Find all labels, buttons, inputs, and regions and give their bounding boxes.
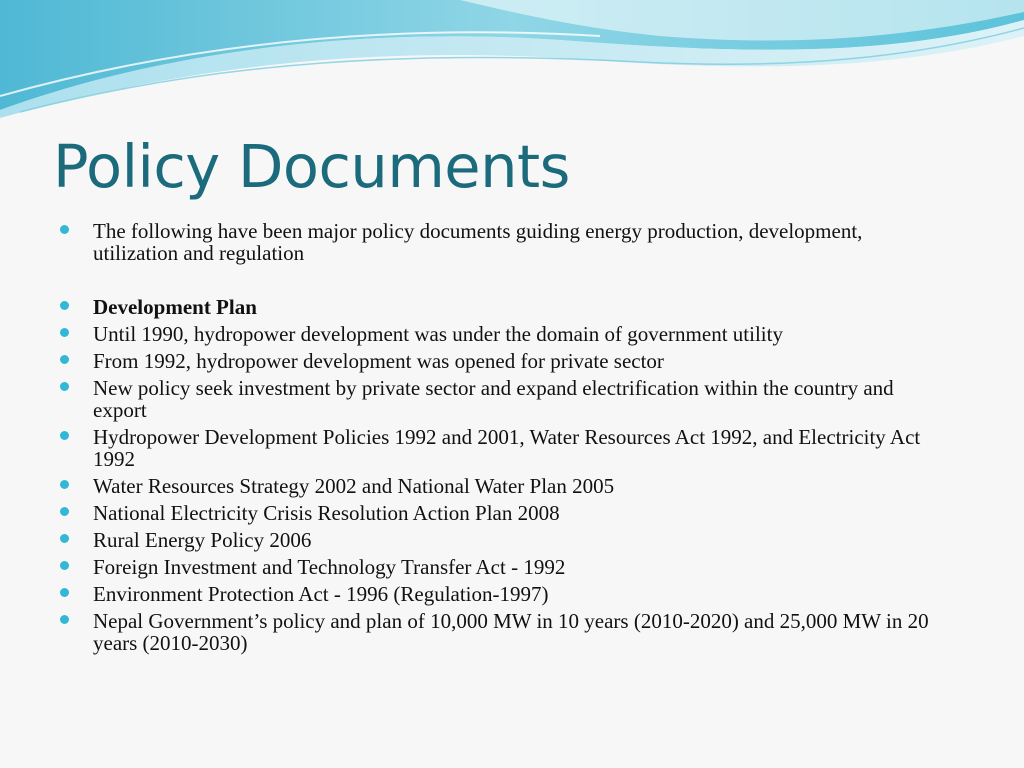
bullet-icon — [60, 507, 69, 516]
bullet-icon — [60, 534, 69, 543]
list-item — [60, 529, 940, 551]
bullet-icon — [60, 301, 69, 310]
list-item-text: Until 1990, hydropower development was under the domain of government utility — [93, 322, 783, 346]
list-item — [60, 350, 940, 372]
list-item — [60, 426, 940, 470]
list-item — [60, 377, 940, 421]
bullet-icon — [60, 225, 69, 234]
policy-list — [60, 296, 940, 659]
section-heading: Development Plan — [93, 295, 257, 319]
bullet-icon — [60, 615, 69, 624]
list-item — [60, 583, 940, 605]
list-heading-item — [60, 296, 940, 318]
list-item-text: New policy seek investment by private sector and expand electrification within the country and export — [93, 376, 894, 422]
list-item — [60, 323, 940, 345]
bullet-icon — [60, 328, 69, 337]
list-item-text: From 1992, hydropower development was opened for private sector — [93, 349, 664, 373]
bullet-icon — [60, 382, 69, 391]
bullet-icon — [60, 355, 69, 364]
list-item-text: Rural Energy Policy 2006 — [93, 528, 312, 552]
list-item — [60, 475, 940, 497]
list-item — [60, 610, 940, 654]
list-item-text: Foreign Investment and Technology Transfer Act - 1992 — [93, 555, 566, 579]
list-item-text: Hydropower Development Policies 1992 and 2001, Water Resources Act 1992, and Electricity Act 1992 — [93, 425, 921, 471]
list-item-text: National Electricity Crisis Resolution Action Plan 2008 — [93, 501, 560, 525]
list-item — [60, 502, 940, 524]
bullet-icon — [60, 480, 69, 489]
list-item — [60, 556, 940, 578]
slide-title: Policy Documents — [53, 132, 570, 201]
list-item-text: The following have been major policy documents guiding energy production, development, utilization and regulation — [93, 219, 863, 265]
wave-header-decoration — [0, 0, 1024, 130]
list-item — [60, 220, 940, 264]
bullet-icon — [60, 561, 69, 570]
intro-list — [60, 220, 940, 269]
bullet-icon — [60, 431, 69, 440]
list-item-text: Water Resources Strategy 2002 and National Water Plan 2005 — [93, 474, 615, 498]
list-item-text: Nepal Government’s policy and plan of 10,000 MW in 10 years (2010-2020) and 25,000 MW in 20 years (2010-2030) — [93, 609, 929, 655]
bullet-icon — [60, 588, 69, 597]
list-item-text: Environment Protection Act - 1996 (Regulation-1997) — [93, 582, 549, 606]
